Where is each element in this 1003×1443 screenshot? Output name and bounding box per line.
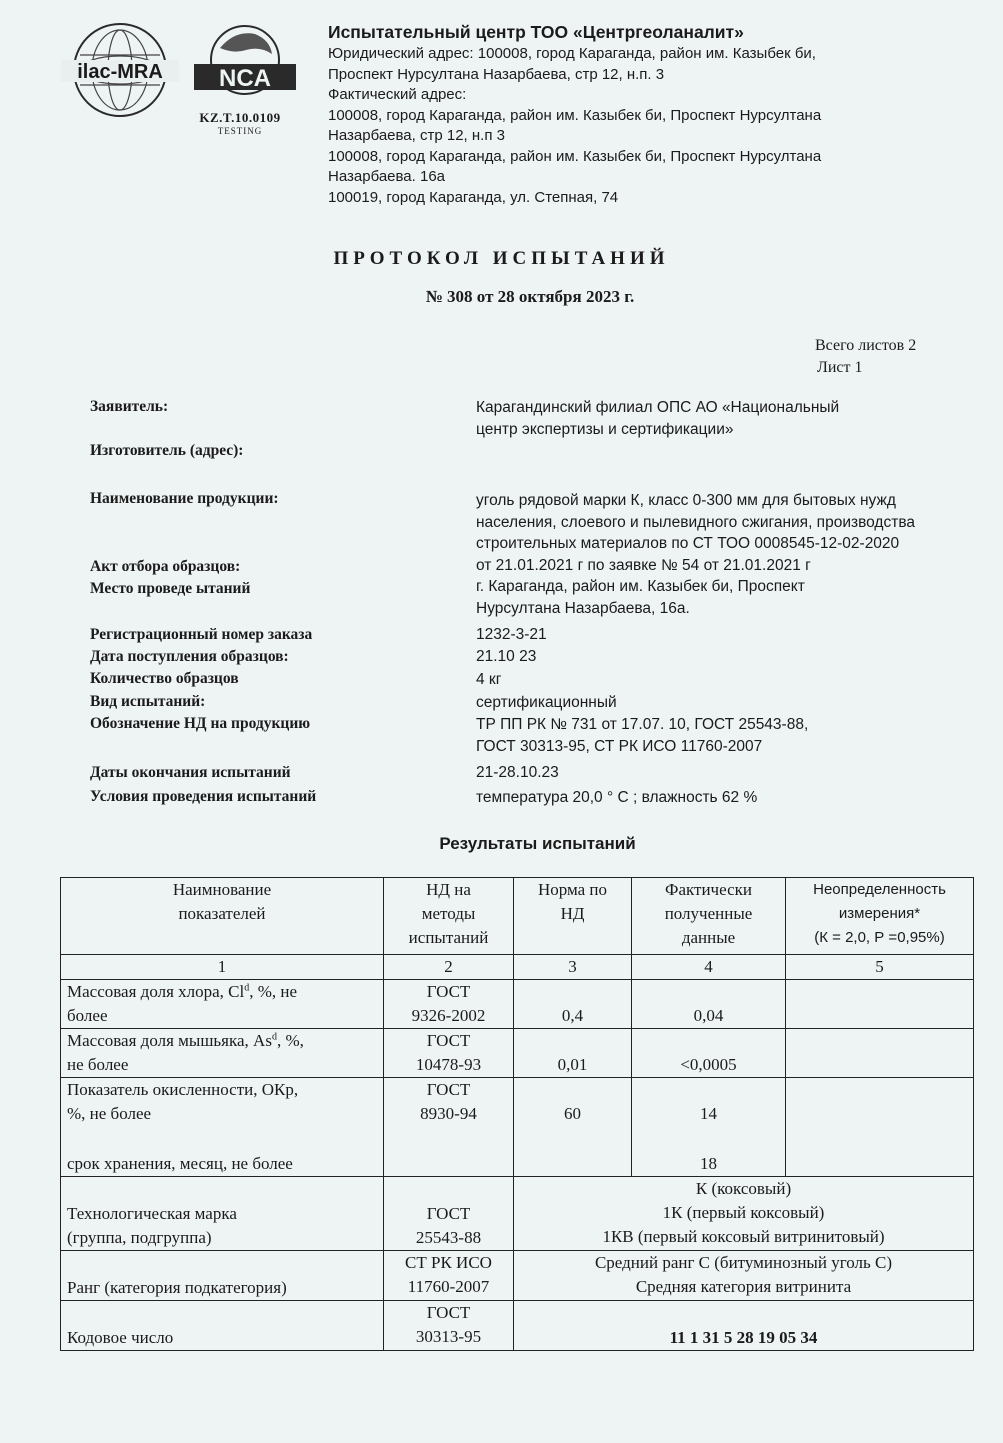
header-text: (К = 2,0, Р =0,95%) [814,929,945,946]
product-line: населения, слоевого и пылевидного сжигания, производства [476,513,915,531]
superscript: d [244,982,250,994]
conditions-value: температура 20,0 ° С ; влажность 62 % [476,789,758,806]
uncertainty-cell [786,1029,974,1078]
receipt-date-value: 21.10 23 [476,648,537,665]
header-method [384,878,514,955]
end-date-value: 21-28.10.23 [476,764,559,781]
address-line: 100008, город Караганда, район им. Казыбек би, Проспект Нурсултана [328,106,822,124]
header-text: Наимнование [172,880,272,899]
indicator-text: , %, не [249,982,298,1001]
legal-address-line: Проспект Нурсултана Назарбаева, стр 12, н.п. 3 [328,65,665,83]
method-text: 10478-93 [415,1055,482,1074]
applicant-label: Заявитель: [90,398,169,415]
table-row [61,1078,974,1177]
header-actual [632,878,786,955]
reg-number-label: Регистрационный номер заказа [90,626,313,643]
indicator-text: %, не более [67,1104,152,1123]
method-text: 30313-95 [415,1327,482,1346]
actual-cell: 0,04 [632,980,786,1029]
nd-value [476,714,808,757]
protocol-number: № 308 от 28 октября 2023 г. [425,287,635,306]
indicator-text: , %, [276,1031,304,1050]
method-text: СТ РК ИСО [405,1253,492,1272]
indicator-text: более [67,1006,108,1025]
norm-cell: 0,4 [514,980,632,1029]
testing-label: TESTING [217,126,263,136]
sampling-value: от 21.01.2021 г по заявке № 54 от 21.01.2021 г [476,556,811,574]
method-cell [384,1251,514,1301]
grade-text: К (коксовый) [695,1179,792,1198]
nd-label: Обозначение НД на продукцию [90,715,311,732]
header-text: Неопределенность [813,881,946,898]
indicator-text: Технологическая марка [67,1204,237,1223]
rank-text: Средняя категория витринита [635,1277,852,1296]
product-line: уголь рядовой марки К, класс 0-300 мм для бытовых нужд [476,492,896,509]
method-cell [384,980,514,1029]
nd-line: ГОСТ 30313-95, СТ РК ИСО 11760-2007 [476,737,763,755]
sample-qty-label: Количество образцов [90,670,239,687]
table-row [61,980,974,1029]
indicator-cell: Кодовое число [61,1301,384,1351]
norm-cell [514,1078,632,1177]
table-row [61,1177,974,1251]
indicator-text: Показатель окисленности, ОКр, [67,1080,299,1099]
indicator-text: срок хранения, месяц, не более [67,1154,293,1173]
indicator-cell [61,980,384,1029]
actual-text: 14 [700,1104,717,1123]
column-number: 3 [514,955,632,980]
manufacturer-label: Изготовитель (адрес): [90,442,244,459]
header-text: измерения* [838,905,921,922]
place-line: Нурсултана Назарбаева, 16а. [476,599,690,617]
method-text: 11760-2007 [407,1277,490,1296]
end-date-label: Даты окончания испытаний [90,764,291,781]
header-text: Норма по [537,880,608,899]
sample-qty-value: 4 кг [476,671,502,688]
ilac-logo-text: ilac-MRA [77,61,163,83]
place-label: Место проведе ытаний [90,580,251,597]
header-uncertainty [786,878,974,955]
nd-line: ТР ПП РК № 731 от 17.07. 10, ГОСТ 25543-88, [476,716,809,733]
receipt-date-label: Дата поступления образцов: [90,648,289,665]
method-cell [384,1078,514,1177]
nca-logo-text: NCA [219,65,271,92]
column-number: 5 [786,955,974,980]
rank-cell [514,1251,974,1301]
actual-address-label: Фактический адрес: [328,86,467,103]
table-header-row [61,878,974,955]
header-norm [514,878,632,955]
code-number-cell: 11 1 31 5 28 19 05 34 [514,1301,974,1351]
actual-cell: <0,0005 [632,1029,786,1078]
table-row [61,1029,974,1078]
superscript: d [271,1031,277,1043]
header-text: методы [421,904,476,923]
header-text: НД [560,904,585,923]
header-text: НД на [426,880,471,899]
reg-number-value: 1232-3-21 [476,626,547,643]
column-number: 1 [61,955,384,980]
grade-text: 1К (первый коксовый) [662,1203,825,1222]
method-text: ГОСТ [426,982,471,1001]
current-sheet: Лист 1 [817,359,863,376]
ilac-mra-logo [55,20,185,120]
uncertainty-cell [786,980,974,1029]
product-label: Наименование продукции: [90,490,279,507]
address-line: 100008, город Караганда, район им. Казыбек би, Проспект Нурсултана [328,147,822,165]
applicant-line: Карагандинский филиал ОПС АО «Национальный [476,399,840,416]
legal-address-line: Юридический адрес: 100008, город Караганда, район им. Казыбек би, [328,45,816,62]
actual-text: 18 [700,1154,717,1173]
norm-text: 60 [564,1104,581,1123]
address-line: 100019, город Караганда, ул. Степная, 74 [328,188,619,206]
product-value [476,490,915,619]
total-sheets: Всего листов 2 [815,337,917,354]
accreditation-code: KZ.T.10.0109 [199,110,281,125]
applicant-line: центр экспертизы и сертификации» [476,420,734,438]
page-title: ПРОТОКОЛ ИСПЫТАНИЙ [333,248,670,269]
header-text: данные [681,928,736,947]
column-number: 2 [384,955,514,980]
indicator-cell [61,1078,384,1177]
table-row [61,1301,974,1351]
place-line: г. Караганда, район им. Казыбек би, Проспект [476,578,805,595]
header-indicator [61,878,384,955]
test-type-label: Вид испытаний: [90,693,206,710]
method-text: ГОСТ [426,1080,471,1099]
applicant-value [476,397,839,440]
norm-cell: 0,01 [514,1029,632,1078]
method-text: ГОСТ [426,1303,471,1322]
sheet-count [815,335,916,379]
column-number-row [61,955,974,980]
method-text: ГОСТ [426,1031,471,1050]
indicator-text: не более [67,1055,129,1074]
method-text: 9326-2002 [411,1006,486,1025]
address-line: Назарбаева. 16а [328,168,446,185]
results-table [60,877,974,1351]
column-number: 4 [632,955,786,980]
header-text: полученные [664,904,753,923]
indicator-cell: Ранг (категория подкатегория) [61,1251,384,1301]
method-cell [384,1029,514,1078]
method-cell [384,1301,514,1351]
indicator-text: Массовая доля мышьяка, As [67,1031,272,1050]
product-line: строительных материалов по СТ ТОО 0008545-12-02-2020 [476,535,900,552]
results-title: Результаты испытаний [439,834,636,853]
uncertainty-cell [786,1078,974,1177]
actual-cell [632,1078,786,1177]
organization-header [328,20,948,208]
header-text: испытаний [408,928,489,947]
grade-cell [514,1177,974,1251]
indicator-text: Массовая доля хлора, Cl [67,982,245,1001]
method-text: 8930-94 [420,1104,477,1123]
organization-name: Испытательный центр ТОО «Центргеоланалит» [328,22,744,42]
sampling-label: Акт отбора образцов: [90,558,241,575]
address-line: Назарбаева, стр 12, н.п 3 [328,127,505,144]
header-text: показателей [178,904,266,923]
grade-text: 1КВ (первый коксовый витринитовый) [602,1227,885,1246]
method-text: ГОСТ [426,1204,471,1223]
indicator-cell [61,1177,384,1251]
conditions-label: Условия проведения испытаний [90,788,317,805]
header-text: Фактически [665,880,752,899]
indicator-cell [61,1029,384,1078]
nca-logo [190,20,300,100]
method-cell [384,1177,514,1251]
rank-text: Средний ранг С (битуминозный уголь С) [594,1253,893,1272]
method-text: 25543-88 [415,1228,482,1247]
table-row [61,1251,974,1301]
indicator-text: (группа, подгруппа) [67,1228,212,1247]
test-type-value: сертификационный [476,694,617,711]
